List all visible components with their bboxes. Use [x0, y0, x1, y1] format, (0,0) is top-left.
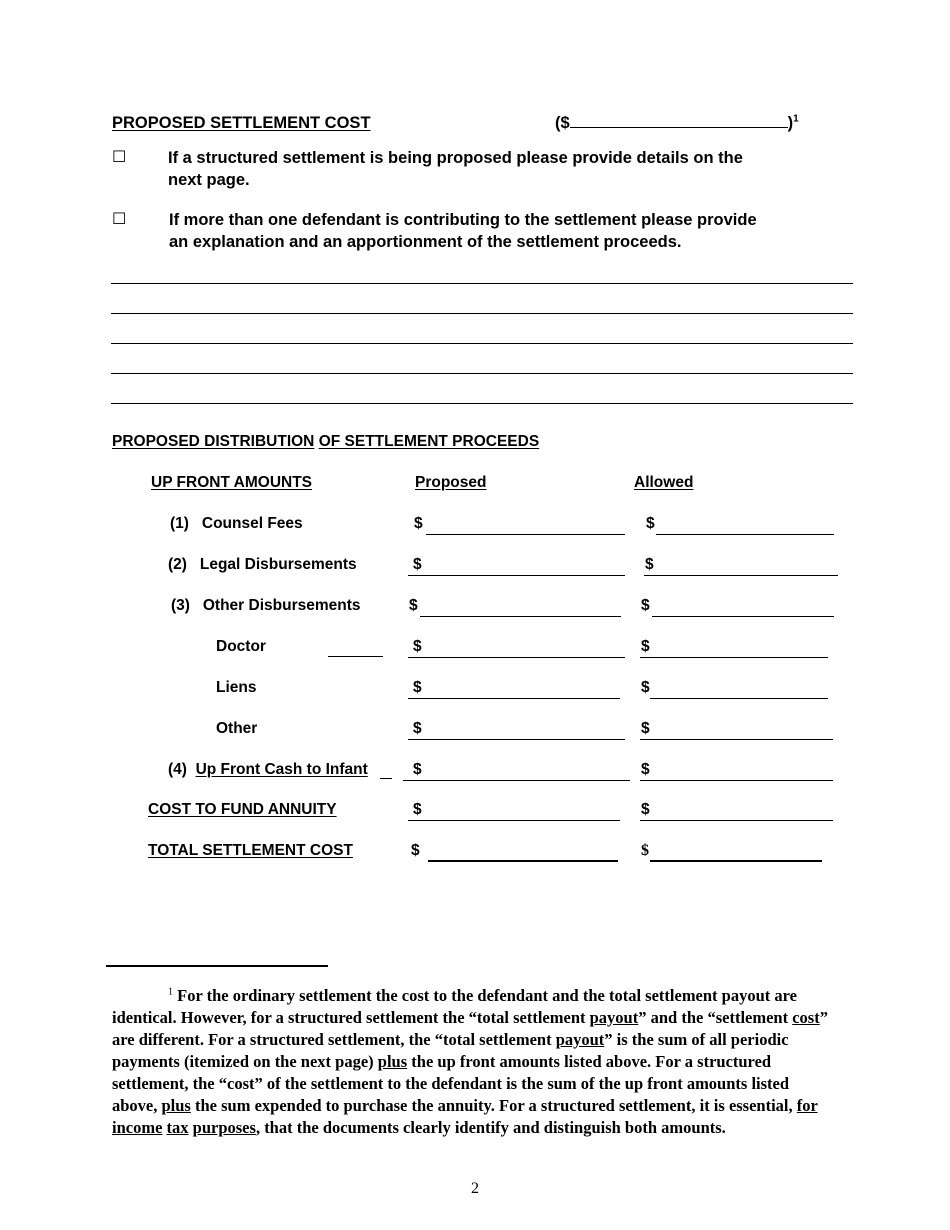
- option-multiple-line1: If more than one defendant is contributing to the settlement please provide: [169, 211, 757, 229]
- annuity-proposed-field[interactable]: [408, 800, 620, 821]
- doctor-name-field[interactable]: [328, 656, 383, 657]
- col-header-allowed: Allowed: [634, 474, 694, 491]
- counsel-proposed-currency: $: [414, 515, 423, 532]
- doctor-proposed-currency: $: [413, 638, 422, 655]
- footnote-t4: ” is the sum of all periodic payments (itemized on the next page): [112, 1030, 789, 1071]
- row-other-disb-label: [171, 595, 361, 617]
- footnote-u3: payout: [555, 1030, 605, 1049]
- explanation-line-4[interactable]: [111, 373, 853, 374]
- row-liens-label: Liens: [216, 679, 257, 696]
- settlement-cost-title: PROPOSED SETTLEMENT COST: [112, 114, 371, 132]
- footnote-u4: plus: [377, 1052, 408, 1071]
- footnote-t2: ” and the “settlement: [638, 1008, 793, 1027]
- other-disb-allowed-field[interactable]: [652, 596, 834, 617]
- checkbox-structured-icon[interactable]: ☐: [112, 149, 127, 166]
- footnote-u7: income: [112, 1118, 163, 1137]
- other-disb-allowed-currency: $: [641, 597, 650, 614]
- row-other-disb-number: (3): [171, 597, 190, 614]
- footnote-t7: , that the documents clearly identify and distinguish both amounts.: [255, 1118, 726, 1137]
- row-other-label: Other: [216, 720, 258, 737]
- counsel-allowed-field[interactable]: [656, 514, 834, 535]
- footnote-text: [112, 985, 828, 1139]
- row-cash-label: [168, 759, 368, 781]
- footnote-t6: the sum expended to purchase the annuity. For a structured settlement, it is essential,: [190, 1096, 797, 1115]
- other-allowed-field[interactable]: [640, 719, 833, 740]
- cash-allowed-field[interactable]: [640, 760, 833, 781]
- doctor-allowed-currency: $: [641, 638, 650, 655]
- checkbox-multiple-defendants-icon[interactable]: ☐: [112, 211, 127, 228]
- total-proposed-currency: $: [411, 842, 420, 859]
- footnote-u1: payout: [589, 1008, 639, 1027]
- col-header-upfront: UP FRONT AMOUNTS: [151, 474, 313, 491]
- settlement-cost-amount: [555, 112, 799, 134]
- option-structured-line2: next page.: [168, 171, 250, 189]
- row-doctor-label: Doctor: [216, 638, 266, 655]
- liens-proposed-field[interactable]: [408, 678, 620, 699]
- footnote-u5: plus: [161, 1096, 191, 1115]
- option-multiple-line2: an explanation and an apportionment of the settlement proceeds.: [169, 233, 682, 251]
- liens-allowed-currency: $: [641, 679, 650, 696]
- cash-proposed-currency: $: [413, 761, 422, 778]
- row-annuity-label: COST TO FUND ANNUITY: [148, 801, 337, 818]
- amount-close: ): [787, 114, 794, 132]
- annuity-proposed-currency: $: [413, 801, 422, 818]
- amount-open: ($: [555, 114, 570, 132]
- explanation-line-1[interactable]: [111, 283, 853, 284]
- legal-proposed-field[interactable]: [408, 555, 625, 576]
- row-counsel-number: (1): [170, 515, 189, 532]
- annuity-allowed-currency: $: [641, 801, 650, 818]
- footnote-number: 1: [168, 986, 173, 998]
- row-legal-number: (2): [168, 556, 187, 573]
- cash-underline-ext: [380, 778, 392, 779]
- footnote-u2: cost: [792, 1008, 820, 1027]
- total-allowed-currency: $: [641, 842, 649, 859]
- row-total-label: TOTAL SETTLEMENT COST: [148, 842, 353, 859]
- footnote-u6: for: [796, 1096, 818, 1115]
- annuity-allowed-field[interactable]: [640, 800, 833, 821]
- legal-allowed-currency: $: [645, 556, 654, 573]
- distribution-title-part2: OF SETTLEMENT PROCEEDS: [318, 433, 540, 450]
- row-cash-text: Up Front Cash to Infant: [195, 761, 368, 778]
- footnote-u8: tax: [166, 1118, 189, 1137]
- doctor-allowed-field[interactable]: [640, 637, 828, 658]
- row-counsel-label: [170, 513, 303, 535]
- footnote-separator: [106, 965, 328, 967]
- distribution-title-part1: PROPOSED DISTRIBUTION: [112, 433, 315, 450]
- counsel-proposed-field[interactable]: [426, 514, 625, 535]
- other-allowed-currency: $: [641, 720, 650, 737]
- row-legal-text: Legal Disbursements: [199, 556, 357, 573]
- liens-proposed-currency: $: [413, 679, 422, 696]
- explanation-line-2[interactable]: [111, 313, 853, 314]
- distribution-title: [112, 431, 539, 453]
- other-proposed-field[interactable]: [408, 719, 625, 740]
- footnote-u9: purposes: [192, 1118, 256, 1137]
- row-counsel-text: Counsel Fees: [201, 515, 303, 532]
- row-legal-label: [168, 554, 357, 576]
- liens-allowed-field[interactable]: [650, 678, 828, 699]
- footnote-t1: For the ordinary settlement the cost to the defendant and the total settlement payout are identical. However, for a structured settlement the “total settlement: [112, 986, 798, 1027]
- legal-allowed-field[interactable]: [644, 555, 838, 576]
- doctor-proposed-field[interactable]: [408, 637, 625, 658]
- col-header-proposed: Proposed: [415, 474, 487, 491]
- total-allowed-field[interactable]: [650, 841, 822, 862]
- other-disb-proposed-field[interactable]: [420, 596, 621, 617]
- option-structured-line1: If a structured settlement is being proposed please provide details on the: [168, 149, 743, 167]
- row-other-disb-text: Other Disbursements: [202, 597, 361, 614]
- footnote-ref: 1: [793, 113, 799, 125]
- footnote-t5: the up front amounts listed above. For a structured settlement, the “cost” of the settlement to the defendant is the sum of the up front amounts listed above,: [112, 1052, 790, 1115]
- cash-proposed-field[interactable]: [403, 760, 630, 781]
- footnote-t3: ” are different. For a structured settlement, the “total settlement: [112, 1008, 828, 1049]
- other-disb-proposed-currency: $: [409, 597, 418, 614]
- total-proposed-field[interactable]: [428, 841, 618, 862]
- counsel-allowed-currency: $: [646, 515, 655, 532]
- other-proposed-currency: $: [413, 720, 422, 737]
- explanation-line-5[interactable]: [111, 403, 853, 404]
- page-number: 2: [471, 1180, 479, 1197]
- settlement-cost-field[interactable]: [570, 113, 788, 128]
- explanation-line-3[interactable]: [111, 343, 853, 344]
- row-cash-number: (4): [168, 761, 187, 778]
- cash-allowed-currency: $: [641, 761, 650, 778]
- legal-proposed-currency: $: [413, 556, 422, 573]
